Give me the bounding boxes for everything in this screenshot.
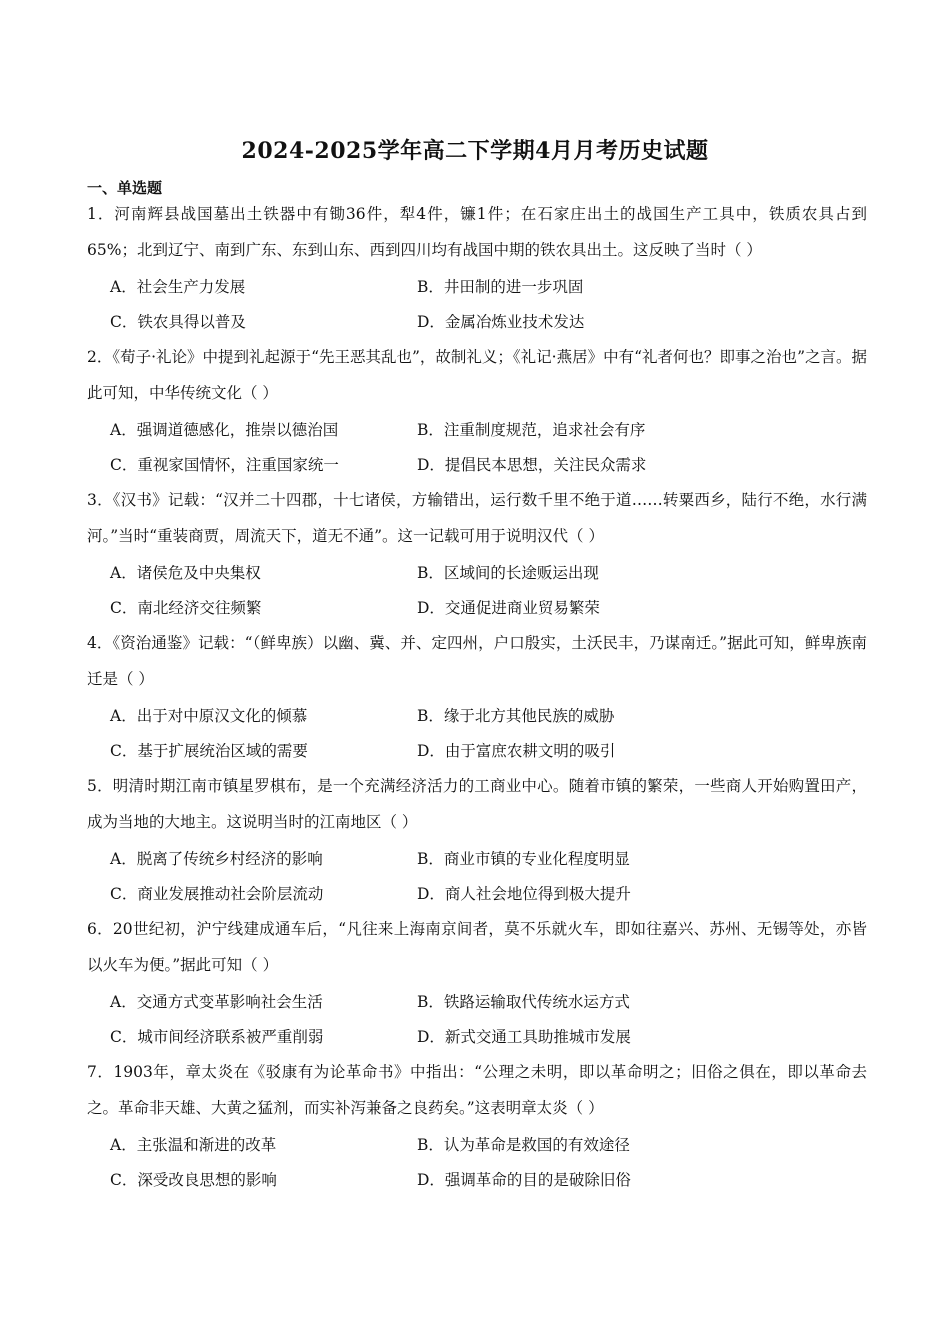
option-row bbox=[87, 697, 867, 733]
question-stem: 6．20世纪初，沪宁线建成通车后，“凡往来上海南京间者，莫不乐就火车，即如往嘉兴、苏州、无锡等处，亦皆以火车为便。”据此可知（ ） bbox=[87, 920, 867, 974]
option-b: B．注重制度规范，追求社会有序 bbox=[417, 420, 646, 439]
option-c: C．深受改良思想的影响 bbox=[110, 1171, 277, 1190]
option-row bbox=[87, 1019, 867, 1055]
question-stem: 5．明清时期江南市镇星罗棋布，是一个充满经济活力的工商业中心。随着市镇的繁荣，一些商人开始购置田产，成为当地的大地主。这说明当时的江南地区（ ） bbox=[87, 777, 867, 831]
option-d: D．强调革命的目的是破除旧俗 bbox=[417, 1171, 631, 1190]
option-row bbox=[87, 411, 867, 447]
section-heading: 一、单选题 bbox=[87, 179, 163, 197]
option-c: C．重视家国情怀，注重国家统一 bbox=[110, 456, 339, 475]
option-row bbox=[87, 1126, 867, 1162]
question-stem: 2．《荀子·礼论》中提到礼起源于“先王恶其乱也”，故制礼义；《礼记·燕居》中有“礼者何也？即事之治也”之言。据此可知，中华传统文化（ ） bbox=[87, 348, 867, 402]
option-c: C．南北经济交往频繁 bbox=[110, 599, 262, 618]
option-c: C．商业发展推动社会阶层流动 bbox=[110, 885, 324, 904]
question-1 bbox=[87, 196, 867, 339]
option-d: D．新式交通工具助推城市发展 bbox=[417, 1028, 631, 1047]
question-3 bbox=[87, 482, 867, 625]
question-5 bbox=[87, 768, 867, 911]
question-4 bbox=[87, 625, 867, 768]
option-a: A．社会生产力发展 bbox=[110, 277, 246, 296]
option-d: D．提倡民本思想，关注民众需求 bbox=[417, 456, 647, 475]
option-b: B．井田制的进一步巩固 bbox=[417, 277, 584, 296]
option-d: D．商人社会地位得到极大提升 bbox=[417, 885, 631, 904]
option-b: B．区域间的长途贩运出现 bbox=[417, 563, 599, 582]
question-stem: 1．河南辉县战国墓出土铁器中有锄36件，犁4件，镰1件；在石家庄出土的战国生产工具中，铁质农具占到65%；北到辽宁、南到广东、东到山东、西到四川均有战国中期的铁农具出土。这反映了当时（ ） bbox=[87, 205, 867, 259]
option-a: A．出于对中原汉文化的倾慕 bbox=[110, 706, 308, 725]
question-stem: 7．1903年，章太炎在《驳康有为论革命书》中指出：“公理之未明，即以革命明之；旧俗之俱在，即以革命去之。革命非天雄、大黄之猛剂，而实补泻兼备之良药矣。”这表明章太炎（ ） bbox=[87, 1063, 867, 1117]
option-c: C．铁农具得以普及 bbox=[110, 313, 246, 332]
option-a: A．主张温和渐进的改革 bbox=[110, 1135, 277, 1154]
option-c: C．基于扩展统治区域的需要 bbox=[110, 742, 308, 761]
option-row bbox=[87, 590, 867, 626]
exam-title: 2024-2025学年高二下学期4月月考历史试题 bbox=[241, 138, 709, 164]
question-7 bbox=[87, 1054, 867, 1197]
option-row bbox=[87, 840, 867, 876]
question-stem: 4．《资治通鉴》记载：“（鲜卑族）以幽、冀、并、定四州，户口殷实，土沃民丰，乃谋南迁。”据此可知，鲜卑族南迁是（ ） bbox=[87, 634, 867, 688]
option-b: B．铁路运输取代传统水运方式 bbox=[417, 992, 630, 1011]
option-d: D．金属冶炼业技术发达 bbox=[417, 313, 585, 332]
option-b: B．缘于北方其他民族的威胁 bbox=[417, 706, 615, 725]
option-a: A．强调道德感化，推崇以德治国 bbox=[110, 420, 339, 439]
question-6 bbox=[87, 911, 867, 1054]
option-row bbox=[87, 268, 867, 304]
option-a: A．交通方式变革影响社会生活 bbox=[110, 992, 323, 1011]
option-row bbox=[87, 983, 867, 1019]
option-row bbox=[87, 304, 867, 340]
question-2 bbox=[87, 339, 867, 482]
question-list bbox=[87, 196, 867, 1197]
option-row bbox=[87, 876, 867, 912]
option-row bbox=[87, 733, 867, 769]
option-b: B．认为革命是救国的有效途径 bbox=[417, 1135, 630, 1154]
option-row bbox=[87, 1162, 867, 1198]
option-d: D．交通促进商业贸易繁荣 bbox=[417, 599, 600, 618]
option-c: C．城市间经济联系被严重削弱 bbox=[110, 1028, 324, 1047]
option-b: B．商业市镇的专业化程度明显 bbox=[417, 849, 630, 868]
option-a: A．诸侯危及中央集权 bbox=[110, 563, 261, 582]
option-row bbox=[87, 554, 867, 590]
option-row bbox=[87, 447, 867, 483]
question-stem: 3．《汉书》记载：“汉并二十四郡，十七诸侯，方输错出，运行数千里不绝于道……转粟西乡，陆行不绝，水行满河。”当时“重装商贾，周流天下，道无不通”。这一记载可用于说明汉代（ ） bbox=[87, 491, 867, 545]
option-a: A．脱离了传统乡村经济的影响 bbox=[110, 849, 323, 868]
option-d: D．由于富庶农耕文明的吸引 bbox=[417, 742, 616, 761]
